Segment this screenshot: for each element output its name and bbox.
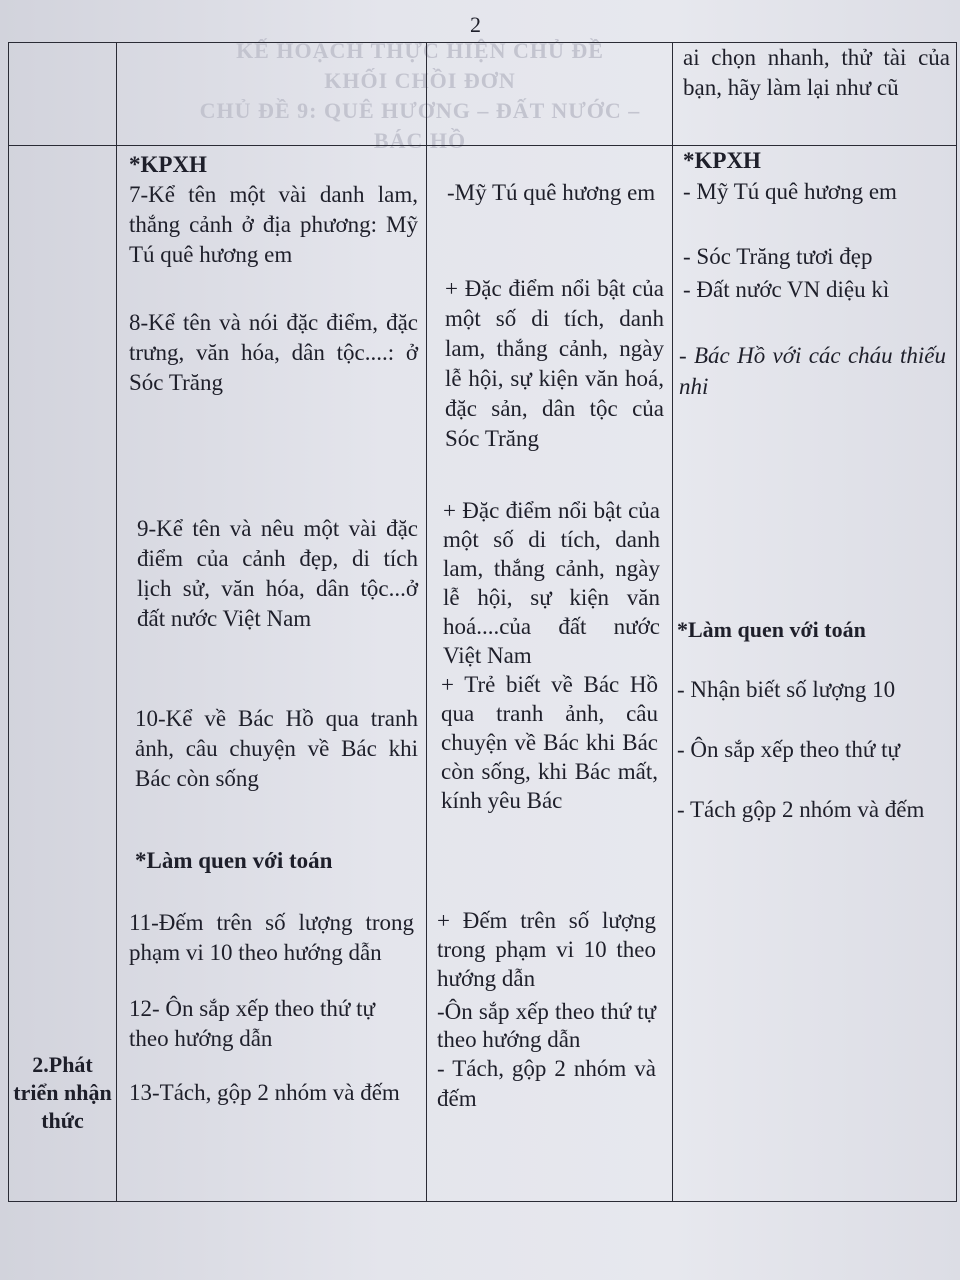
activity-item: - Ôn sắp xếp theo thứ tự: [677, 737, 900, 762]
faded-header-line: KẾ HOẠCH THỰC HIỆN CHỦ ĐỀ: [236, 38, 604, 63]
activity-item: - Đất nước VN diệu kì: [683, 277, 890, 302]
objective-item-8: 8-Kể tên và nói đặc điểm, đặc trưng, văn hóa, dân tộc....: ở Sóc Trăng: [129, 310, 418, 395]
category-cell: [9, 146, 117, 1202]
content-item: + Đếm trên số lượng trong phạm vi 10 theo hướng dẫn: [437, 908, 656, 991]
content-item: - Tách, gộp 2 nhóm và đếm: [437, 1056, 656, 1111]
activities-cell: [673, 146, 957, 1202]
kpxh-heading: *KPXH: [129, 152, 207, 177]
table-cell: [673, 43, 957, 146]
table-cell: [117, 43, 427, 146]
objectives-cell: [117, 146, 427, 1202]
activity-item: - Bác Hồ với các cháu thiếu nhi: [679, 343, 946, 399]
objective-item-13: 13-Tách, gộp 2 nhóm và đếm: [129, 1080, 400, 1105]
faded-header-line: KHỐI CHỒI ĐƠN: [324, 68, 516, 93]
kpxh-heading: *KPXH: [683, 148, 761, 173]
content-item: + Đặc điểm nổi bật của một số di tích, danh lam, thắng cảnh, ngày lễ hội, sự kiện văn hoá, đặc sản, dân tộc của Sóc Trăng: [445, 276, 664, 451]
content-item: -Mỹ Tú quê hương em: [447, 180, 656, 205]
math-heading: *Làm quen với toán: [677, 617, 866, 642]
activity-item: - Sóc Trăng tươi đẹp: [683, 244, 873, 269]
objective-item-7: 7-Kể tên một vài danh lam, thắng cảnh ở địa phương: Mỹ Tú quê hương em: [129, 182, 418, 267]
continued-activity-text: ai chọn nhanh, thử tài của bạn, hãy làm lại như cũ: [683, 45, 950, 100]
math-heading: *Làm quen với toán: [135, 848, 333, 873]
content-item: -Ôn sắp xếp theo thứ tự theo hướng dẫn: [437, 999, 656, 1052]
table-row: [9, 43, 957, 146]
objective-item-12: 12- Ôn sắp xếp theo thứ tự theo hướng dẫn: [129, 996, 375, 1051]
page-number: 2: [470, 12, 481, 37]
faded-header-line: CHỦ ĐỀ 9: QUÊ HƯƠNG – ĐẤT NƯỚC – BÁC HỒ: [199, 98, 641, 153]
plan-table: [8, 42, 957, 1202]
objective-item-9: 9-Kể tên và nêu một vài đặc điểm của cảnh đẹp, di tích lịch sử, văn hóa, dân tộc...ở đất nước Việt Nam: [137, 516, 418, 631]
table-row: [9, 146, 957, 1202]
content-item: + Đặc điểm nổi bật của một số di tích, danh lam, thắng cảnh, ngày lễ hội, sự kiện văn hoá....của đất nước Việt Nam: [443, 498, 660, 668]
category-label: 2.Phát triển nhận thức: [13, 1052, 112, 1133]
objective-item-11: 11-Đếm trên số lượng trong phạm vi 10 theo hướng dẫn: [129, 910, 414, 965]
content-cell: [427, 146, 673, 1202]
content-item: + Trẻ biết về Bác Hồ qua tranh ảnh, câu chuyện về Bác khi Bác còn sống, khi Bác mất, kính yêu Bác: [441, 672, 658, 813]
objective-item-10: 10-Kể về Bác Hồ qua tranh ảnh, câu chuyện về Bác khi Bác còn sống: [135, 706, 418, 791]
table-cell: [9, 43, 117, 146]
table-cell: [427, 43, 673, 146]
activity-item: - Nhận biết số lượng 10: [677, 677, 896, 702]
activity-item: - Mỹ Tú quê hương em: [683, 179, 897, 204]
activity-item: - Tách gộp 2 nhóm và đếm: [677, 797, 925, 822]
